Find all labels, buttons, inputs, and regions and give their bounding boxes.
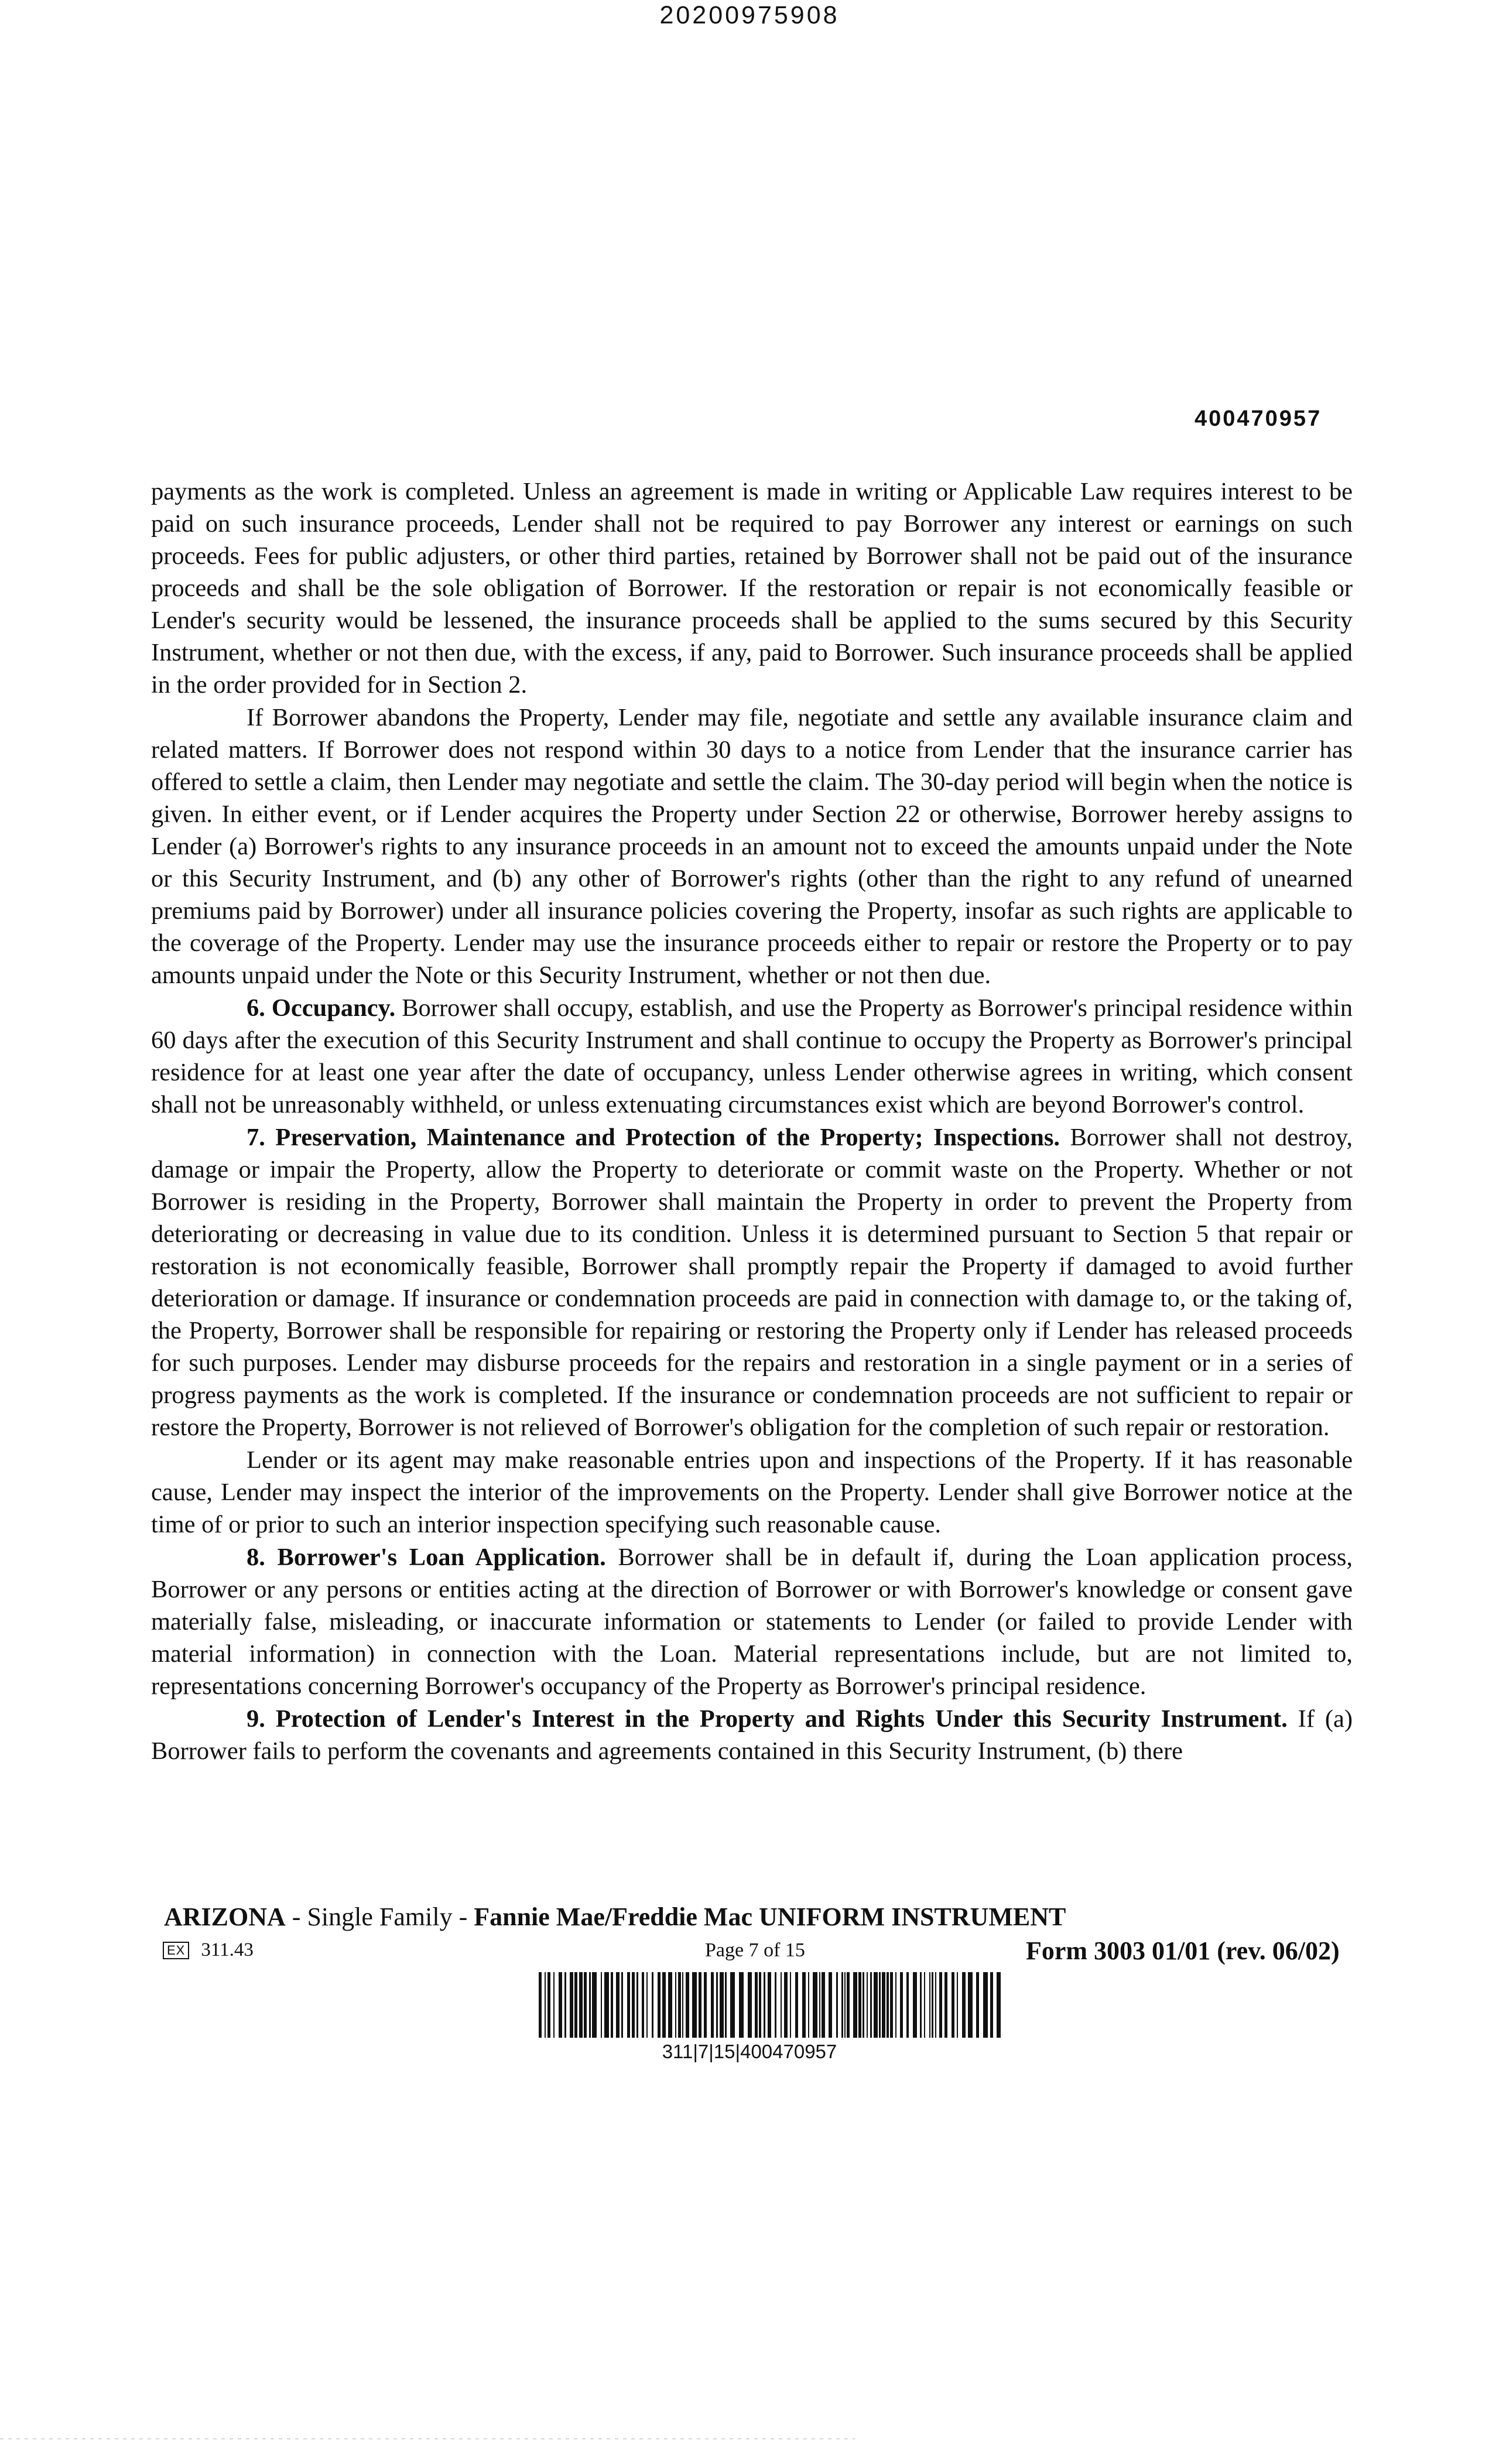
barcode-bar	[579, 1972, 583, 2038]
barcode-bar	[678, 1972, 681, 2038]
barcode-bar	[935, 1972, 936, 2038]
footer-state: ARIZONA	[164, 1902, 286, 1931]
barcode-bar	[755, 1972, 758, 2038]
footer-line-middle: - Single Family -	[285, 1902, 474, 1931]
form-code: 311.43	[201, 1939, 254, 1960]
section-heading: 7. Preservation, Maintenance and Protection of the Property; Inspections.	[247, 1124, 1060, 1151]
barcode-bar	[887, 1972, 889, 2038]
barcode-bar	[632, 1972, 635, 2038]
barcode-bar	[539, 1972, 542, 2038]
barcode-bar	[802, 1972, 806, 2038]
barcode-bar	[819, 1972, 820, 2038]
barcode-bar	[642, 1972, 644, 2038]
barcode-bar	[759, 1972, 761, 2038]
barcode-bar	[781, 1972, 782, 2038]
barcode-bar	[920, 1972, 922, 2038]
barcode-bar	[764, 1972, 765, 2038]
section-heading: 9. Protection of Lender's Interest in the Property and Rights Under this Security Instrument.	[247, 1705, 1288, 1733]
paragraph	[151, 475, 1353, 701]
barcode-bar	[716, 1972, 718, 2038]
barcode-bar	[882, 1972, 885, 2038]
paragraph-text: payments as the work is completed. Unless an agreement is made in writing or Applicable Law requires interest to be paid on such insurance proceeds, Lender shall not be required to pay Borrower any interest or earnings on such proceeds. Fees for public adjusters, or other third parties, retained by Borrower shall not be paid out of the insurance proceeds and shall be the sole obligation of Borrower. If the restoration or repair is not economically feasible or Lender's security would be lessened, the insurance proceeds shall be applied to the sums secured by this Security Instrument, whether or not then due, with the excess, if any, paid to Borrower. Such insurance proceeds shall be applied in the order provided for in Section 2.	[151, 478, 1353, 699]
barcode-bar	[621, 1972, 623, 2038]
barcode-bar	[847, 1972, 850, 2038]
barcode-bar	[559, 1972, 562, 2038]
barcode-bar	[853, 1972, 857, 2038]
barcode-bar	[692, 1972, 697, 2038]
barcode-bar	[990, 1972, 993, 2038]
barcode-bar	[890, 1972, 893, 2038]
barcode-bar	[939, 1972, 942, 2038]
barcode-bar	[983, 1972, 988, 2038]
barcode-caption: 311|7|15|400470957	[662, 2041, 837, 2062]
barcode-bar	[768, 1972, 771, 2038]
barcode-bar	[867, 1972, 868, 2038]
barcode-bar	[658, 1972, 660, 2038]
barcode-bar	[675, 1972, 676, 2038]
barcode-bar	[592, 1972, 597, 2038]
paragraph-text: If (a) Borrower fails to perform the covenants and agreements contained in this Security Instrument, (b) there	[151, 1705, 1353, 1765]
barcode-bar	[652, 1972, 653, 2038]
barcode-bar	[906, 1972, 909, 2038]
barcode-bar	[784, 1972, 788, 2038]
barcode-icon	[539, 1972, 1001, 2038]
document-body	[151, 475, 1353, 1768]
paragraph	[151, 1541, 1353, 1702]
footer-title	[164, 1902, 1066, 1932]
barcode-bar	[913, 1972, 917, 2038]
barcode-bar	[775, 1972, 776, 2038]
barcode-bar	[725, 1972, 727, 2038]
paragraph-text: Borrower shall not destroy, damage or impair the Property, allow the Property to deteriorate or commit waste on the Property. Whether or not Borrower is residing in the Property, Borrower shall maintain the Property in order to prevent the Property from deteriorating or decreasing in value due to its condition. Unless it is determined pursuant to Section 5 that repair or restoration is not economically feasible, Borrower shall promptly repair the Property if damaged to avoid further deterioration or damage. If insurance or condemnation proceeds are paid in connection with damage to, or the taking of, the Property, Borrower shall be responsible for repairing or restoring the Property only if Lender has released proceeds for such purposes. Lender may disburse proceeds for the repairs and restoration in a single payment or in a series of progress payments as the work is completed. If the insurance or condemnation proceeds are not sufficient to repair or restore the Property, Borrower is not relieved of Borrower's obligation for the completion of such repair or restoration.	[151, 1124, 1353, 1441]
barcode-bar	[704, 1972, 707, 2038]
footer-form-code	[163, 1939, 254, 1961]
paragraph-text: Borrower shall occupy, establish, and use the Property as Borrower's principal residence within 60 days after the execution of this Security Instrument and shall continue to occupy the Property as Borrower's principal residence for at least one year after the date of occupancy, unless Lender otherwise agrees in writing, which consent shall not be unreasonably withheld, or unless extenuating circumstances exist which are beyond Borrower's control.	[151, 994, 1353, 1118]
barcode-bar	[962, 1972, 966, 2038]
page-number: Page 7 of 15	[705, 1939, 805, 1961]
barcode-bar	[844, 1972, 846, 2038]
barcode-bar	[929, 1972, 930, 2038]
barcode-bar	[636, 1972, 638, 2038]
barcode-bar	[957, 1972, 958, 2038]
scan-artifact-line	[0, 2438, 855, 2439]
barcode-bar	[699, 1972, 701, 2038]
barcode-bar	[601, 1972, 602, 2038]
barcode-bar	[895, 1972, 896, 2038]
barcode-bar	[952, 1972, 954, 2038]
barcode-bar	[997, 1972, 1001, 2038]
barcode-bar	[686, 1972, 689, 2038]
barcode-bar	[924, 1972, 925, 2038]
barcode-bar	[730, 1972, 735, 2038]
paragraph	[151, 1703, 1353, 1767]
barcode-bar	[841, 1972, 843, 2038]
barcode-bar	[547, 1972, 550, 2038]
barcode-bar	[611, 1972, 613, 2038]
barcode-bar	[822, 1972, 825, 2038]
loan-number: 400470957	[1195, 406, 1322, 431]
paragraph	[151, 992, 1353, 1121]
ex-logo-icon: EX	[163, 1942, 189, 1959]
barcode-bar	[711, 1972, 714, 2038]
barcode-bar	[879, 1972, 881, 2038]
barcode-bar	[584, 1972, 587, 2038]
paragraph	[151, 701, 1353, 991]
barcode-bar	[863, 1972, 864, 2038]
section-heading: 8. Borrower's Loan Application.	[247, 1544, 606, 1571]
barcode-bar	[668, 1972, 672, 2038]
barcode-bar	[682, 1972, 683, 2038]
barcode	[539, 1972, 1001, 2041]
barcode-bar	[646, 1972, 648, 2038]
form-number: Form 3003 01/01 (rev. 06/02)	[1026, 1936, 1340, 1965]
barcode-bar	[858, 1972, 861, 2038]
barcode-bar	[570, 1972, 573, 2038]
barcode-bar	[627, 1972, 630, 2038]
barcode-bar	[616, 1972, 620, 2038]
barcode-bar	[968, 1972, 973, 2038]
barcode-bar	[808, 1972, 809, 2038]
barcode-bar	[739, 1972, 744, 2038]
barcode-bar	[604, 1972, 609, 2038]
barcode-bar	[874, 1972, 878, 2038]
barcode-bar	[900, 1972, 903, 2038]
barcode-bar	[813, 1972, 817, 2038]
paragraph	[151, 1444, 1353, 1541]
paragraph	[151, 1121, 1353, 1443]
barcode-bar	[720, 1972, 724, 2038]
document-number: 20200975908	[659, 1, 840, 29]
barcode-bar	[795, 1972, 798, 2038]
barcode-bar	[574, 1972, 577, 2038]
barcode-bar	[662, 1972, 666, 2038]
barcode-bar	[870, 1972, 872, 2038]
paragraph-text: If Borrower abandons the Property, Lender may file, negotiate and settle any available insurance claim and related matters. If Borrower does not respond within 30 days to a notice from Lender that the insurance carrier has offered to settle a claim, then Lender may negotiate and settle the claim. The 30-day period will begin when the notice is given. In either event, or if Lender acquires the Property under Section 22 or otherwise, Borrower hereby assigns to Lender (a) Borrower's rights to any insurance proceeds in an amount not to exceed the amounts unpaid under the Note or this Security Instrument, and (b) any other of Borrower's rights (other than the right to any refund of unearned premiums paid by Borrower) under all insurance policies covering the Property, insofar as such rights are applicable to the coverage of the Property. Lender may use the insurance proceeds either to repair or restore the Property or to pay amounts unpaid under the Note or this Security Instrument, whether or not then due.	[151, 704, 1353, 989]
barcode-bar	[589, 1972, 591, 2038]
section-heading: 6. Occupancy.	[247, 994, 396, 1022]
barcode-bar	[836, 1972, 838, 2038]
barcode-bar	[976, 1972, 979, 2038]
barcode-bar	[545, 1972, 546, 2038]
barcode-bar	[932, 1972, 933, 2038]
paragraph-text: Borrower shall be in default if, during the Loan application process, Borrower or any persons or entities acting at the direction of Borrower or with Borrower's knowledge or consent gave materially false, misleading, or inaccurate information or statements to Lender (or failed to provide Lender with material information) in connection with the Loan. Material representations include, but are not limited to, representations concerning Borrower's occupancy of the Property as Borrower's principal residence.	[151, 1544, 1353, 1700]
barcode-bar	[553, 1972, 555, 2038]
footer-instrument: Fannie Mae/Freddie Mac UNIFORM INSTRUMENT	[474, 1902, 1066, 1931]
barcode-bar	[790, 1972, 791, 2038]
barcode-bar	[564, 1972, 566, 2038]
barcode-bar	[748, 1972, 752, 2038]
barcode-bar	[944, 1972, 947, 2038]
barcode-bar	[829, 1972, 832, 2038]
paragraph-text: Lender or its agent may make reasonable entries upon and inspections of the Property. If it has reasonable cause, Lender may inspect the interior of the improvements on the Property. Lender shall give Borrower notice at the time of or prior to such an interior inspection specifying such reasonable cause.	[151, 1446, 1353, 1538]
